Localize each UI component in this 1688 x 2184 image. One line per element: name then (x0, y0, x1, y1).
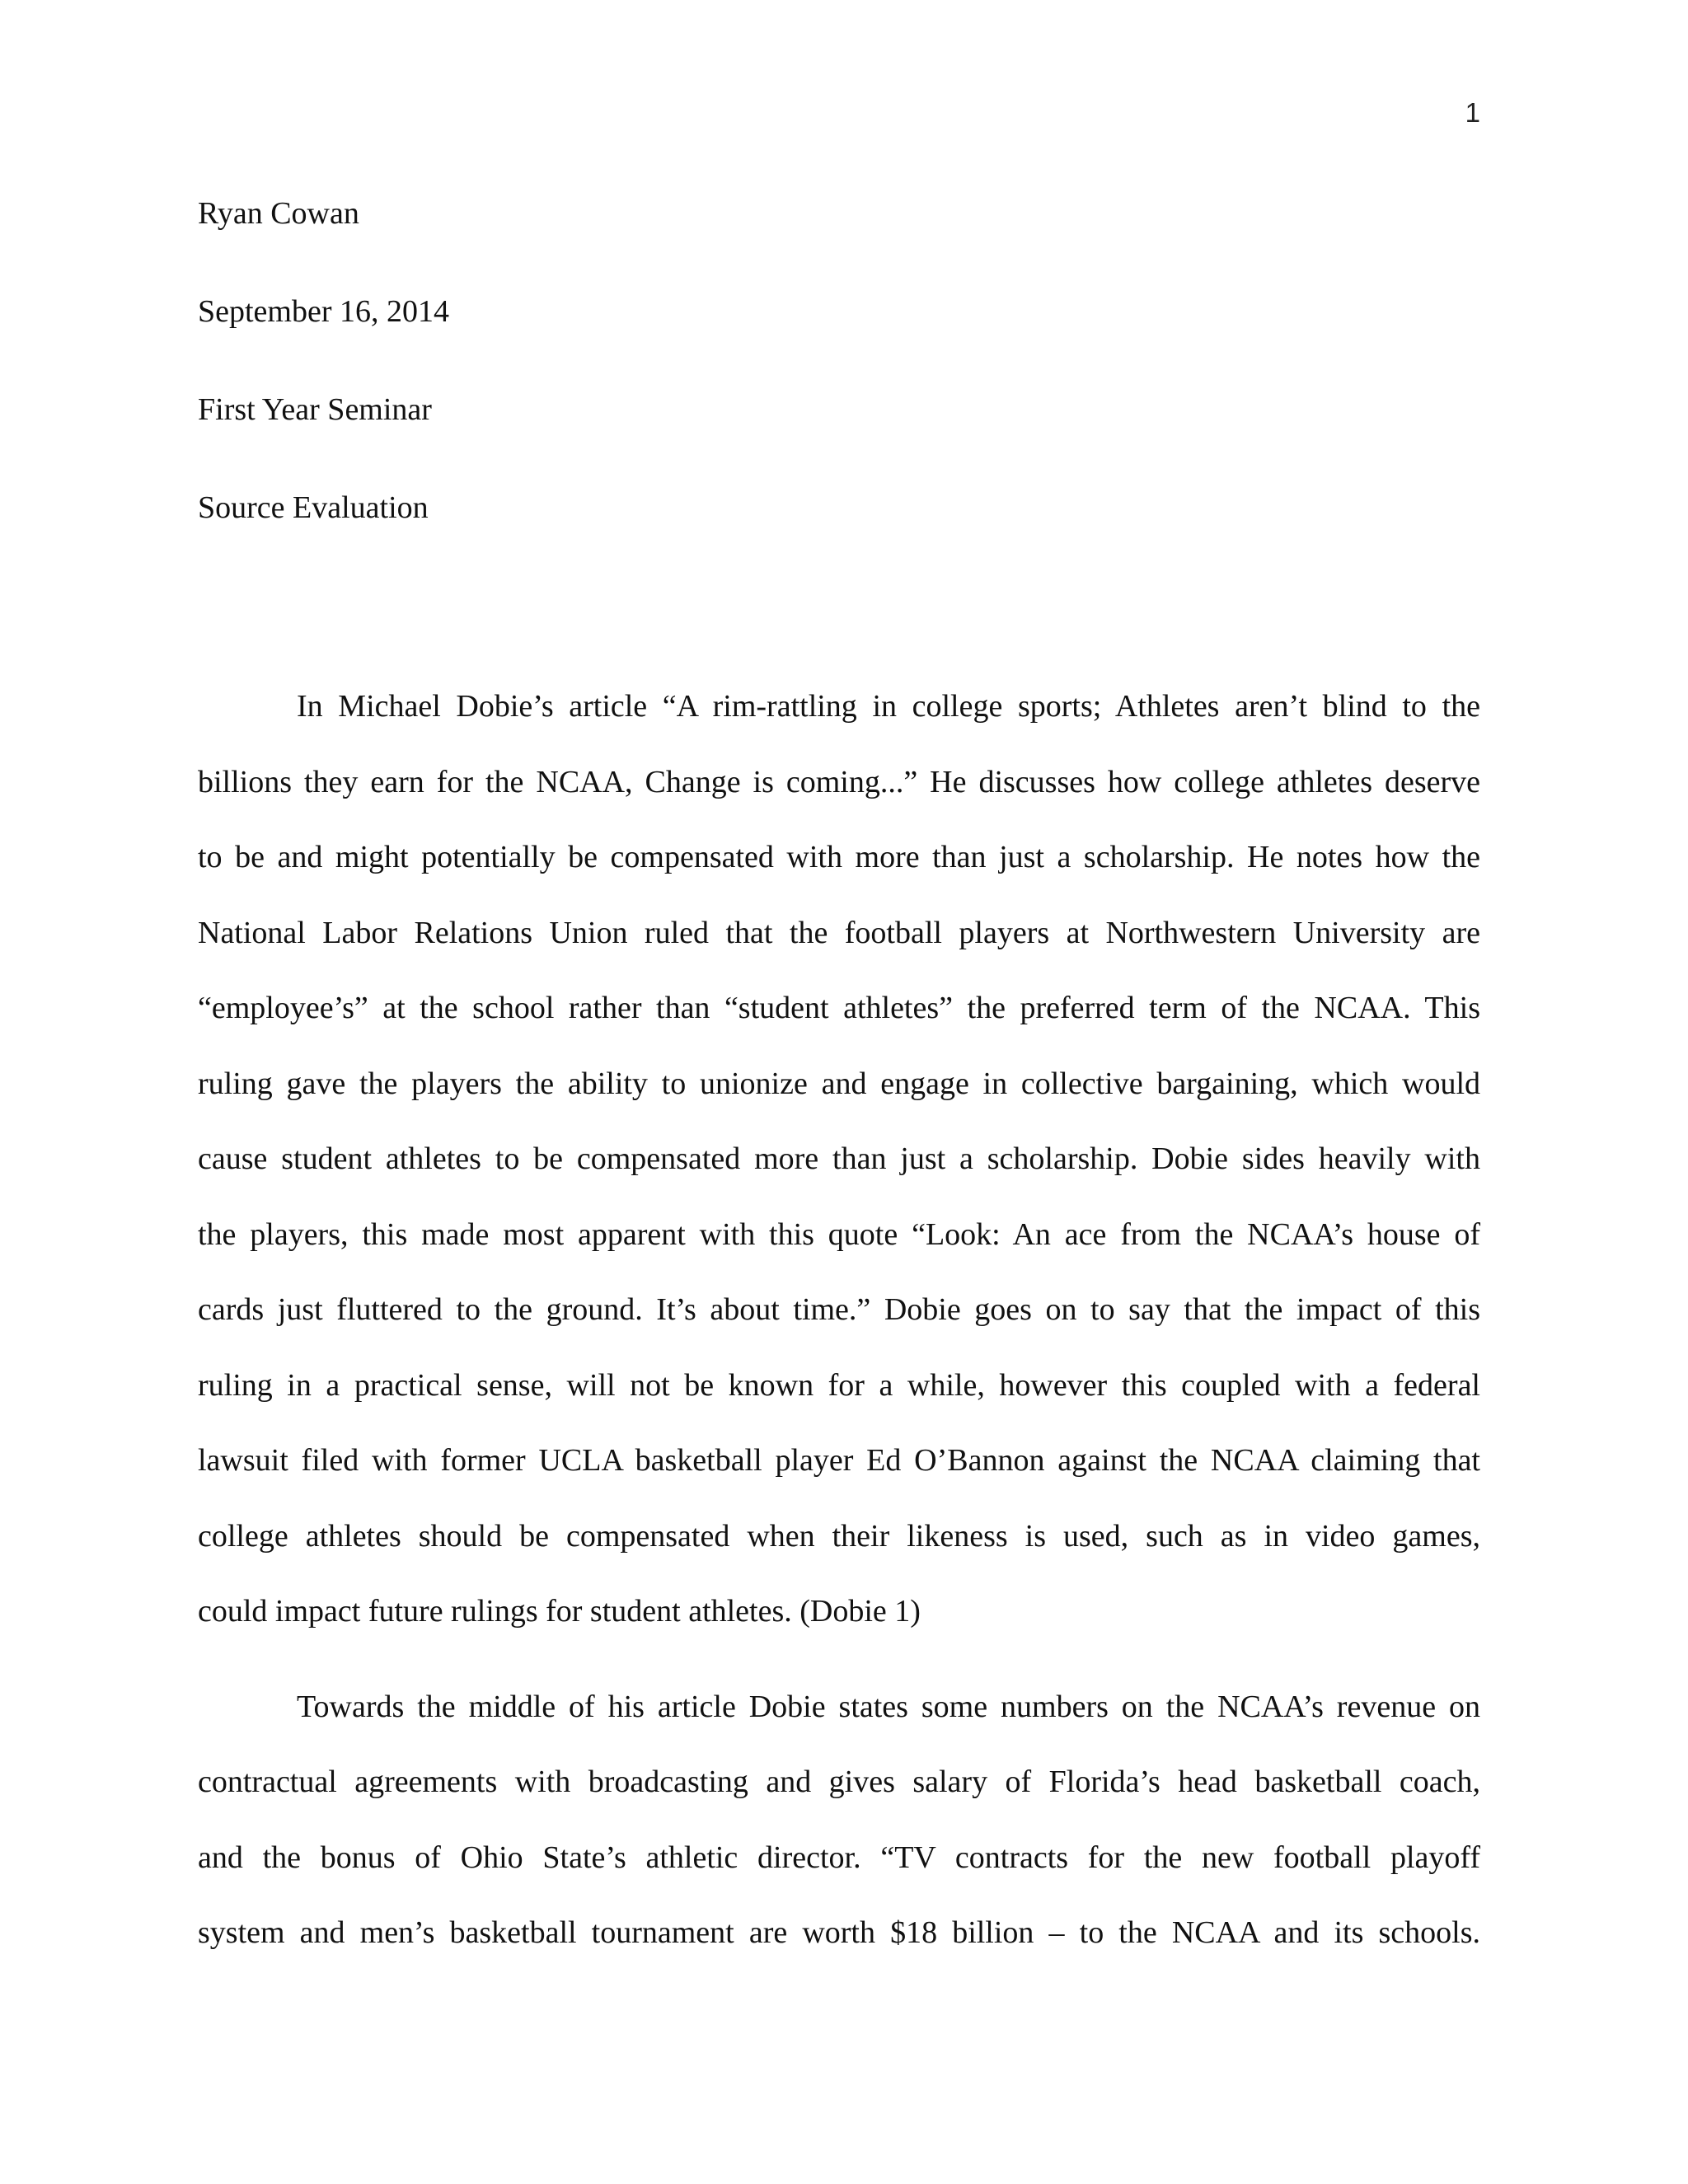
paragraph-line: ruling in a practical sense, will not be known for a while, however this coupled with a federal (198, 1367, 1480, 1403)
paragraph-line: and the bonus of Ohio State’s athletic director. “TV contracts for the new football playoff (198, 1840, 1480, 1875)
course-name: First Year Seminar (198, 392, 432, 427)
paragraph-spacer (198, 1658, 1480, 1678)
page-number: 1 (1465, 97, 1480, 128)
paragraph-line: system and men’s basketball tournament are worth $18 billion – to the NCAA and its schools. (198, 1915, 1480, 1950)
document-date: September 16, 2014 (198, 294, 450, 329)
paragraph-1 (198, 677, 1480, 1658)
paragraph-line: could impact future rulings for student athletes. (Dobie 1) (198, 1594, 921, 1629)
paragraph-line: lawsuit filed with former UCLA basketball player Ed O’Bannon against the NCAA claiming that (198, 1443, 1480, 1478)
paragraph-line: cause student athletes to be compensated more than just a scholarship. Dobie sides heavily with (198, 1141, 1480, 1176)
author-name: Ryan Cowan (198, 196, 359, 231)
paragraph-line: college athletes should be compensated when their likeness is used, such as in video games, (198, 1518, 1480, 1554)
paragraph-line: Towards the middle of his article Dobie states some numbers on the NCAA’s revenue on (297, 1689, 1480, 1724)
assignment-title: Source Evaluation (198, 490, 429, 525)
paragraph-line: cards just fluttered to the ground. It’s about time.” Dobie goes on to say that the impact of this (198, 1292, 1480, 1327)
paragraph-line: ruling gave the players the ability to unionize and engage in collective bargaining, which would (198, 1066, 1480, 1101)
paragraph-line: billions they earn for the NCAA, Change is coming...” He discusses how college athletes deserve (198, 764, 1480, 799)
document-body (198, 677, 1480, 1980)
paragraph-line: National Labor Relations Union ruled that the football players at Northwestern University are (198, 915, 1480, 950)
paragraph-line: to be and might potentially be compensated with more than just a scholarship. He notes how the (198, 840, 1480, 874)
paragraph-line: In Michael Dobie’s article “A rim-rattling in college sports; Athletes aren’t blind to the (297, 689, 1480, 724)
document-heading (198, 188, 1484, 580)
paragraph-line: contractual agreements with broadcasting and gives salary of Florida’s head basketball coach, (198, 1765, 1480, 1799)
paragraph-line: “employee’s” at the school rather than “student athletes” the preferred term of the NCAA. This (198, 991, 1480, 1025)
paragraph-2 (198, 1678, 1480, 1980)
paragraph-line: the players, this made most apparent with this quote “Look: An ace from the NCAA’s house of (198, 1216, 1480, 1252)
